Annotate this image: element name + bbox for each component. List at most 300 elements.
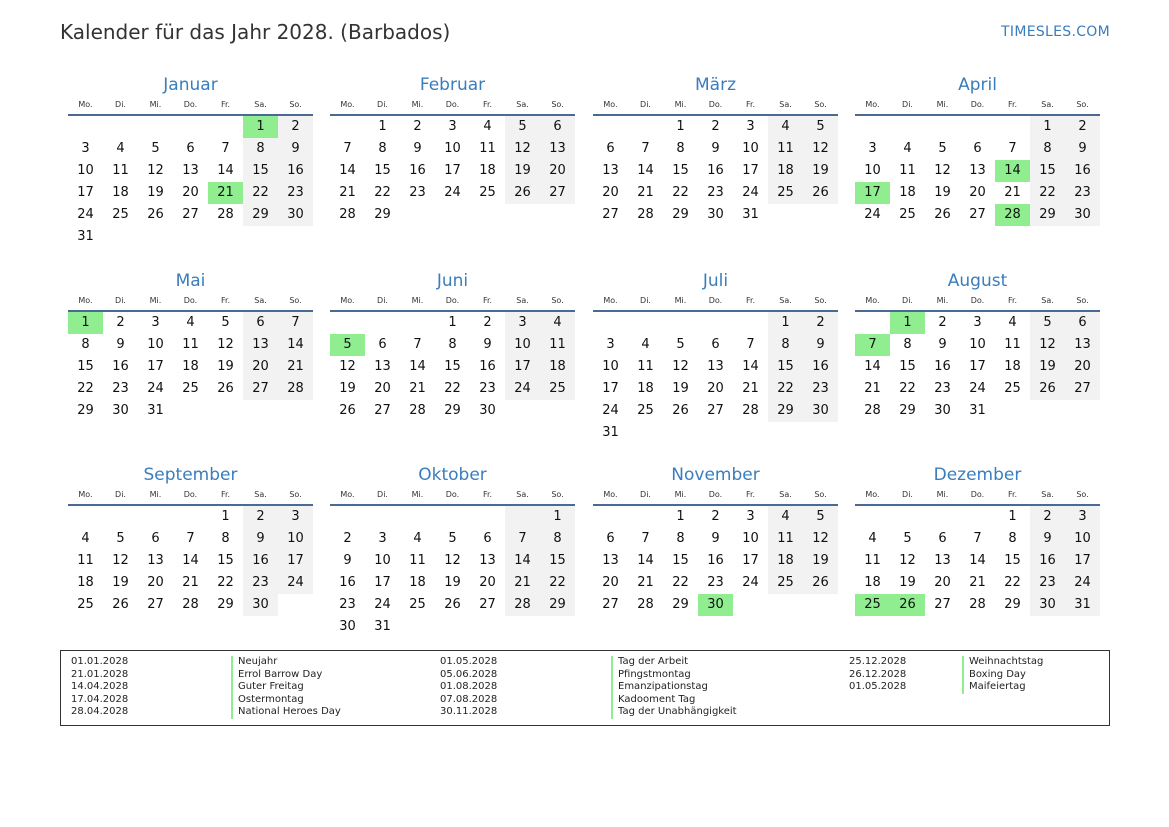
weekday-label: Sa. [516,296,529,305]
day-cell: 16 [803,356,838,378]
day-cell: 31 [969,403,986,418]
weekday-label: So. [551,490,564,499]
day-cell: 5 [676,337,685,352]
legend-date: 01.01.2028 [71,656,129,667]
weekday-label: Di. [377,100,388,109]
weekday-label: Fr. [220,490,231,499]
day-cell: 9 [483,337,492,352]
day-cell: 8 [448,337,457,352]
day-cell: 4 [540,312,575,334]
day-cell: 16 [112,359,129,374]
day-cell: 22 [77,381,94,396]
day-cell: 27 [934,597,951,612]
weekday-label: Do. [445,100,460,109]
legend-holiday-name: Tag der Unabhängigkeit [611,706,737,719]
weekday-label: Do. [183,296,198,305]
day-cell: 12 [803,528,838,550]
day-cell: 22 [444,381,461,396]
day-cell: 30 [1030,594,1065,616]
day-cell: 18 [637,381,654,396]
day-cell: 13 [602,553,619,568]
holiday-cell: 1 [243,116,278,138]
day-cell: 21 [182,575,199,590]
legend-date: 01.05.2028 [849,681,907,692]
weekday-label: Sa. [1041,490,1054,499]
empty-cell [628,312,663,334]
day-cell: 30 [1065,204,1100,226]
day-cell: 6 [711,337,720,352]
day-cell: 10 [602,359,619,374]
empty-cell [470,616,505,638]
legend-date: 25.12.2028 [849,656,907,667]
empty-cell [173,400,208,422]
weekday-label: Sa. [1041,100,1054,109]
day-cell: 29 [1030,204,1065,226]
weekday-label: So. [551,296,564,305]
empty-cell [68,506,103,528]
empty-cell [365,506,400,528]
month-block [593,462,838,616]
day-cell: 27 [707,403,724,418]
day-cell: 29 [444,403,461,418]
day-cell: 3 [378,531,387,546]
day-cell: 6 [243,312,278,334]
day-cell: 12 [339,359,356,374]
day-grid [593,116,838,226]
empty-cell [855,116,890,138]
weekday-label: Fr. [745,296,756,305]
day-grid [855,116,1100,226]
day-cell: 17 [444,163,461,178]
brand-link[interactable]: TIMESLES.COM [1001,24,1110,40]
day-cell: 20 [374,381,391,396]
day-cell: 25 [479,185,496,200]
weekday-label: Fr. [482,490,493,499]
day-cell: 26 [672,403,689,418]
day-cell: 18 [768,160,803,182]
empty-cell [278,400,313,422]
day-cell: 26 [339,403,356,418]
day-cell: 28 [505,594,540,616]
holiday-cell: 5 [330,334,365,356]
day-cell: 11 [768,138,803,160]
day-cell: 15 [768,356,803,378]
day-cell: 13 [374,359,391,374]
day-cell: 7 [746,337,755,352]
day-cell: 17 [602,381,619,396]
day-cell: 12 [112,553,129,568]
weekday-label: Di. [902,490,913,499]
day-cell: 8 [1030,138,1065,160]
day-cell: 13 [243,334,278,356]
day-cell: 20 [540,160,575,182]
empty-cell [138,506,173,528]
day-cell: 15 [672,163,689,178]
weekday-label: Sa. [254,100,267,109]
day-cell: 25 [540,378,575,400]
legend-holiday-name: Guter Freitag [231,681,341,694]
weekday-header [855,488,1100,506]
day-cell: 6 [378,337,387,352]
day-cell: 2 [938,315,947,330]
day-cell: 11 [112,163,129,178]
month-block [68,462,313,616]
day-cell: 14 [864,359,881,374]
day-cell: 13 [707,359,724,374]
day-cell: 28 [182,597,199,612]
day-cell: 23 [803,378,838,400]
day-cell: 21 [1004,185,1021,200]
day-cell: 29 [1004,597,1021,612]
weekday-label: Fr. [1007,100,1018,109]
day-cell: 9 [243,528,278,550]
day-cell: 30 [112,403,129,418]
empty-cell [995,116,1030,138]
day-cell: 14 [742,359,759,374]
day-cell: 29 [77,403,94,418]
weekday-header [330,98,575,116]
day-cell: 20 [243,356,278,378]
empty-cell [925,506,960,528]
day-cell: 19 [217,359,234,374]
weekday-label: Di. [640,490,651,499]
weekday-label: Sa. [254,490,267,499]
day-cell: 19 [934,185,951,200]
day-cell: 9 [803,334,838,356]
weekday-label: Mo. [340,490,355,499]
day-cell: 1 [221,509,230,524]
empty-cell [435,204,470,226]
day-cell: 18 [182,359,199,374]
legend-date: 01.05.2028 [440,656,498,667]
empty-cell [103,506,138,528]
day-cell: 2 [1030,506,1065,528]
day-cell: 9 [278,138,313,160]
day-cell: 4 [81,531,90,546]
day-cell: 22 [1030,182,1065,204]
legend-date: 05.06.2028 [440,668,498,680]
day-cell: 17 [374,575,391,590]
weekday-label: Mi. [674,296,687,305]
day-cell: 28 [409,403,426,418]
day-cell: 14 [182,553,199,568]
day-cell: 16 [707,163,724,178]
day-cell: 2 [711,119,720,134]
day-cell: 8 [903,337,912,352]
day-cell: 16 [409,163,426,178]
day-cell: 17 [77,185,94,200]
empty-cell [505,506,540,528]
weekday-label: Do. [445,490,460,499]
empty-cell [138,116,173,138]
day-cell: 20 [707,381,724,396]
day-cell: 24 [278,572,313,594]
empty-cell [330,506,365,528]
day-cell: 6 [151,531,160,546]
empty-cell [803,422,838,444]
weekday-label: Mi. [411,100,424,109]
day-cell: 7 [1008,141,1017,156]
day-cell: 29 [672,207,689,222]
day-cell: 18 [864,575,881,590]
day-cell: 2 [413,119,422,134]
day-cell: 8 [1008,531,1017,546]
day-cell: 3 [448,119,457,134]
weekday-label: Do. [183,100,198,109]
day-cell: 28 [637,597,654,612]
day-cell: 10 [444,141,461,156]
weekday-label: So. [551,100,564,109]
month-block [330,462,575,638]
day-cell: 26 [505,182,540,204]
day-cell: 3 [81,141,90,156]
day-cell: 14 [339,163,356,178]
day-cell: 24 [602,403,619,418]
month-name: Dezember [933,465,1022,485]
weekday-label: Mi. [936,296,949,305]
weekday-label: Fr. [1007,490,1018,499]
day-cell: 17 [742,163,759,178]
day-cell: 11 [899,163,916,178]
day-cell: 1 [540,506,575,528]
day-cell: 14 [637,163,654,178]
day-cell: 31 [602,425,619,440]
legend-holiday-name: Pfingstmontag [611,669,737,682]
holiday-cell: 14 [995,160,1030,182]
day-cell: 20 [602,575,619,590]
day-cell: 8 [81,337,90,352]
day-cell: 27 [1065,378,1100,400]
day-cell: 26 [803,182,838,204]
day-cell: 29 [540,594,575,616]
day-cell: 16 [934,359,951,374]
day-cell: 25 [899,207,916,222]
day-cell: 10 [77,163,94,178]
empty-cell [365,312,400,334]
day-cell: 21 [409,381,426,396]
day-cell: 25 [112,207,129,222]
day-cell: 25 [1004,381,1021,396]
day-cell: 4 [641,337,650,352]
holiday-cell: 1 [890,312,925,334]
day-cell: 1 [1030,116,1065,138]
holiday-cell: 1 [68,312,103,334]
holiday-cell: 30 [698,594,733,616]
legend-holiday-name: Neujahr [231,656,341,669]
day-grid [593,312,838,444]
day-cell: 23 [409,185,426,200]
day-cell: 3 [746,509,755,524]
weekday-label: Mo. [603,100,618,109]
empty-cell [1065,400,1100,422]
empty-cell [103,116,138,138]
day-cell: 27 [602,597,619,612]
day-cell: 24 [505,378,540,400]
day-cell: 2 [116,315,125,330]
day-cell: 19 [505,160,540,182]
weekday-label: Fr. [220,296,231,305]
day-cell: 24 [147,381,164,396]
day-cell: 7 [641,531,650,546]
day-cell: 4 [768,116,803,138]
empty-cell [1030,400,1065,422]
day-cell: 18 [112,185,129,200]
weekday-header [68,488,313,506]
day-cell: 13 [479,553,496,568]
legend-holiday-name: Kadooment Tag [611,694,737,707]
day-cell: 20 [969,185,986,200]
day-cell: 9 [413,141,422,156]
empty-cell [593,506,628,528]
weekday-label: Sa. [779,296,792,305]
month-name: November [671,465,760,485]
day-cell: 4 [186,315,195,330]
day-cell: 28 [217,207,234,222]
day-cell: 8 [768,334,803,356]
day-cell: 3 [868,141,877,156]
empty-cell [960,506,995,528]
day-cell: 10 [374,553,391,568]
day-cell: 20 [1065,356,1100,378]
weekday-label: So. [814,296,827,305]
legend-holiday-name: Errol Barrow Day [231,669,341,682]
day-cell: 11 [182,337,199,352]
day-grid [330,312,575,422]
day-cell: 13 [147,553,164,568]
day-cell: 19 [339,381,356,396]
empty-cell [698,312,733,334]
day-cell: 20 [934,575,951,590]
day-cell: 27 [182,207,199,222]
empty-cell [733,312,768,334]
day-cell: 13 [602,163,619,178]
weekday-label: Do. [708,490,723,499]
day-cell: 5 [1030,312,1065,334]
day-cell: 23 [112,381,129,396]
day-cell: 3 [746,119,755,134]
weekday-label: Mi. [149,100,162,109]
day-cell: 26 [444,597,461,612]
day-cell: 10 [742,531,759,546]
day-cell: 24 [969,381,986,396]
weekday-header [593,98,838,116]
empty-cell [505,400,540,422]
day-cell: 23 [278,182,313,204]
weekday-label: So. [1076,100,1089,109]
day-cell: 18 [479,163,496,178]
month-block [855,268,1100,422]
day-cell: 25 [182,381,199,396]
weekday-header [68,98,313,116]
holiday-cell: 28 [995,204,1030,226]
day-cell: 15 [540,550,575,572]
day-cell: 1 [676,509,685,524]
day-cell: 19 [803,160,838,182]
day-cell: 25 [768,572,803,594]
day-cell: 26 [803,572,838,594]
day-cell: 9 [711,531,720,546]
day-cell: 5 [803,506,838,528]
day-cell: 16 [479,359,496,374]
day-cell: 7 [278,312,313,334]
day-cell: 27 [479,597,496,612]
day-cell: 3 [606,337,615,352]
day-cell: 15 [1030,160,1065,182]
empty-cell [698,422,733,444]
day-cell: 18 [540,356,575,378]
day-cell: 12 [672,359,689,374]
empty-cell [540,616,575,638]
day-cell: 23 [707,185,724,200]
holiday-cell: 26 [890,594,925,616]
day-cell: 29 [243,204,278,226]
day-cell: 15 [444,359,461,374]
day-cell: 21 [637,185,654,200]
weekday-label: Mo. [865,490,880,499]
day-cell: 10 [969,337,986,352]
weekday-header [330,488,575,506]
day-cell: 26 [147,207,164,222]
empty-cell [890,116,925,138]
weekday-label: Fr. [745,100,756,109]
day-cell: 25 [409,597,426,612]
day-cell: 11 [409,553,426,568]
empty-cell [995,400,1030,422]
day-cell: 8 [243,138,278,160]
empty-cell [243,226,278,248]
day-cell: 12 [899,553,916,568]
day-cell: 27 [540,182,575,204]
empty-cell [540,204,575,226]
weekday-label: Do. [970,490,985,499]
empty-cell [960,116,995,138]
day-cell: 14 [505,550,540,572]
day-cell: 24 [374,597,391,612]
weekday-label: Di. [902,296,913,305]
day-cell: 17 [505,356,540,378]
day-cell: 12 [217,337,234,352]
day-cell: 15 [217,553,234,568]
day-cell: 19 [112,575,129,590]
weekday-label: Di. [115,490,126,499]
weekday-label: Mo. [865,100,880,109]
legend-holiday-name: Ostermontag [231,694,341,707]
day-cell: 30 [934,403,951,418]
empty-cell [208,116,243,138]
day-cell: 9 [1030,528,1065,550]
empty-cell [208,226,243,248]
day-cell: 16 [707,553,724,568]
weekday-label: Mi. [674,100,687,109]
day-cell: 7 [973,531,982,546]
day-cell: 8 [221,531,230,546]
day-cell: 31 [77,229,94,244]
empty-cell [278,594,313,616]
day-cell: 5 [151,141,160,156]
day-cell: 28 [969,597,986,612]
weekday-label: Mo. [78,296,93,305]
weekday-label: Mo. [340,100,355,109]
day-cell: 9 [711,141,720,156]
day-cell: 29 [374,207,391,222]
day-cell: 15 [672,553,689,568]
weekday-label: Do. [970,100,985,109]
empty-cell [243,400,278,422]
day-cell: 8 [676,531,685,546]
empty-cell [68,116,103,138]
empty-cell [103,226,138,248]
day-cell: 5 [221,315,230,330]
